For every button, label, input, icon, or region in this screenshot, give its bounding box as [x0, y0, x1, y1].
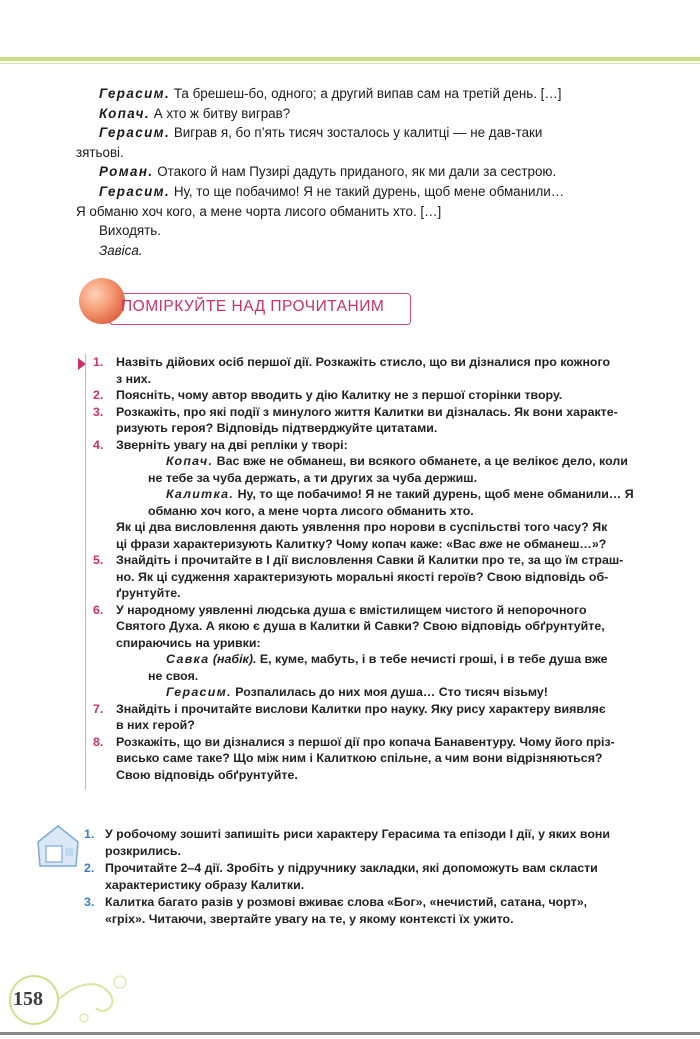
questions-list — [93, 354, 645, 783]
quote-speaker: Савка — [166, 652, 210, 666]
stage-exit: Виходять. — [99, 223, 162, 239]
bottom-divider — [0, 1032, 700, 1035]
question-line: Свою відповідь обґрунтуйте. — [116, 767, 298, 782]
homework-line: Калитка багато разів у розмові вживає слова «Бог», «нечистий, сатана, чорт», — [105, 895, 588, 909]
question-6 — [93, 602, 645, 701]
quote-line: не тебе за чуба держать, а ти других за чуба держиш. — [148, 470, 478, 485]
question-line: з них. — [116, 371, 152, 386]
question-number: 5. — [93, 553, 104, 567]
homework-list — [84, 826, 644, 928]
quote-line: Копач. Вас вже не обманеш, ви всякого обманете, а це велікоє дело, коли — [166, 454, 628, 468]
replica-5-cont: Я обманю хоч кого, а мене чорта лисого обманить хто. […] — [76, 203, 442, 219]
question-line: Як ці два висловлення дають уявлення про норови в суспільстві того часу? Як — [116, 520, 608, 534]
quote-text: Розпалилась до них моя душа… Сто тисяч візьму! — [235, 685, 548, 699]
page-number: 158 — [13, 988, 43, 1010]
question-line: Зверніть увагу на дві репліки у творі: — [116, 437, 348, 452]
question-line: У народному уявленні людська душа є вмістилищем чистого й непорочного — [116, 602, 587, 617]
homework-item-2 — [84, 860, 644, 894]
question-line: Розкажіть, про які події з минулого життя Калитки ви дізналась. Як вони характе- — [116, 404, 618, 419]
replica-text: Та брешеш-бо, одного; а другий випав сам на третій день. […] — [173, 86, 562, 101]
replica-5: Герасим. Ну, то ще побачимо! Я не такий дурень, щоб мене обманили… — [99, 183, 565, 199]
question-number: 4. — [93, 437, 104, 452]
homework-line: «гріх». Читаючи, звертайте увагу на те, у якому контексті їх ужито. — [105, 912, 514, 926]
question-line: Святого Духа. А якою є душа в Калитки й Савки? Свою відповідь обґрунтуйте, — [116, 619, 605, 633]
question-line: Розкажіть, що ви дізналися з першої дії про копача Банавентуру. Чому його пріз- — [116, 734, 615, 749]
question-number: 3. — [93, 404, 104, 419]
quote-text: Вас вже не обманеш, ви всякого обманете, а це велікоє дело, коли — [216, 454, 628, 468]
homework-item-3 — [84, 894, 644, 928]
question-7 — [93, 701, 645, 734]
replica-text: Отакого й нам Пузирі дадуть приданого, як ми дали за сестрою. — [157, 164, 557, 180]
question-line: но. Як ці судження характеризують моральні якості героїв? Свою відповідь об- — [116, 569, 609, 584]
speaker: Герасим — [99, 86, 165, 101]
question-2 — [93, 387, 645, 404]
speaker: Герасим — [99, 125, 165, 141]
speaker: Копач — [99, 105, 145, 121]
replica-3: Герасим. Виграв я, бо п’ять тисяч зосталось у калитці — не дав-таки — [99, 125, 543, 141]
question-number: 8. — [93, 734, 104, 749]
question-8 — [93, 734, 645, 784]
top-divider — [0, 57, 700, 61]
homework-line: характеристику образу Калитки. — [105, 878, 305, 892]
replica-4: Роман. Отакого й нам Пузирі дадуть приданого, як ми дали за сестрою. — [99, 164, 557, 180]
quote-speaker: Герасим — [166, 685, 228, 699]
top-band — [0, 0, 700, 56]
house-icon — [32, 818, 84, 870]
speaker: Герасим — [99, 183, 165, 199]
question-line: ризують героя? Відповідь підтверджуйте цитатами. — [116, 421, 438, 435]
quote-text: Ну, то ще побачимо! Я не такий дурень, щоб мене обманили… Я — [237, 487, 634, 501]
question-line: висько саме таке? Що між ним і Калиткою спільне, а чим вони відрізняються? — [116, 751, 603, 765]
replica-text: Виграв я, бо п’ять тисяч зосталось у калитці — не дав-таки — [173, 125, 543, 141]
replica-text: А хто ж битву виграв? — [153, 105, 291, 121]
question-line: ці фрази характеризують Калитку? Чому копач каже: «Вас вже не обманеш…»? — [116, 536, 607, 551]
stage-curtain: Завіса. — [99, 242, 143, 258]
top-divider-thin — [0, 63, 700, 64]
homework-line: У робочому зошиті запишіть риси характеру Герасима та епізоди І дії, у яких вони — [105, 827, 611, 841]
question-number: 2. — [93, 388, 104, 402]
question-line: Знайдіть і прочитайте вислови Калитки про науку. Яку рису характеру виявляє — [116, 701, 606, 716]
question-1 — [93, 354, 645, 387]
question-line: Поясніть, чому автор вводить у дію Калитку не з першої сторінки твору. — [116, 388, 563, 402]
quote-line: Калитка. Ну, то ще побачимо! Я не такий дурень, щоб мене обманили… Я — [166, 487, 634, 501]
question-line: в них герой? — [116, 718, 195, 732]
question-4 — [93, 437, 645, 553]
question-number: 6. — [93, 602, 104, 617]
question-number: 1. — [93, 355, 104, 369]
quote-speaker: Калитка — [166, 487, 230, 501]
emphasis: вже — [479, 536, 503, 551]
question-line: спираючись на уривки: — [116, 635, 261, 650]
quote-line: обманю хоч кого, а мене чорта лисого обманить хто. — [148, 503, 474, 518]
homework-number: 2. — [84, 861, 95, 875]
questions-side-rule — [85, 354, 86, 790]
quote-line: не своя. — [148, 668, 199, 683]
question-5 — [93, 552, 645, 602]
speaker: Роман — [99, 164, 149, 180]
quote-text: Е, куме, мабуть, і в тебе нечисті гроші, і в тебе душа вже — [259, 652, 608, 666]
homework-line: розкрились. — [105, 844, 181, 858]
section-banner — [79, 276, 419, 336]
replica-3-cont: зятьові. — [76, 144, 124, 160]
replica-text: Ну, то ще побачимо! Я не такий дурень, щоб мене обманили… — [173, 183, 565, 199]
replica-2: Копач. А хто ж битву виграв? — [99, 105, 291, 121]
banner-title: ПОМІРКУЙТЕ НАД ПРОЧИТАНИМ — [121, 298, 385, 315]
homework-item-1 — [84, 826, 644, 860]
question-3 — [93, 404, 645, 437]
question-line: ґрунтуйте. — [116, 586, 181, 600]
homework-number: 1. — [84, 827, 95, 841]
quote-line: Герасим. Розпалилась до них моя душа… Сто тисяч візьму! — [166, 685, 548, 699]
quote-speaker: Копач — [166, 454, 209, 468]
ball-icon — [79, 278, 125, 324]
quote-line — [116, 651, 645, 668]
question-line: Назвіть дійових осіб першої дії. Розкажіть стисло, що ви дізналися про кожного — [116, 355, 611, 369]
homework-line: Прочитайте 2–4 дії. Зробіть у підручнику закладки, які допоможуть вам скласти — [105, 861, 598, 875]
question-number: 7. — [93, 701, 104, 716]
drama-excerpt — [76, 84, 646, 260]
stage-remark: (набік). — [212, 652, 257, 666]
replica-1: Герасим. Та брешеш-бо, одного; а другий випав сам на третій день. […] — [99, 86, 562, 101]
question-line: Знайдіть і прочитайте в І дії висловлення Савки й Калитки про те, за що їм страш- — [116, 553, 624, 567]
homework-number: 3. — [84, 895, 95, 909]
